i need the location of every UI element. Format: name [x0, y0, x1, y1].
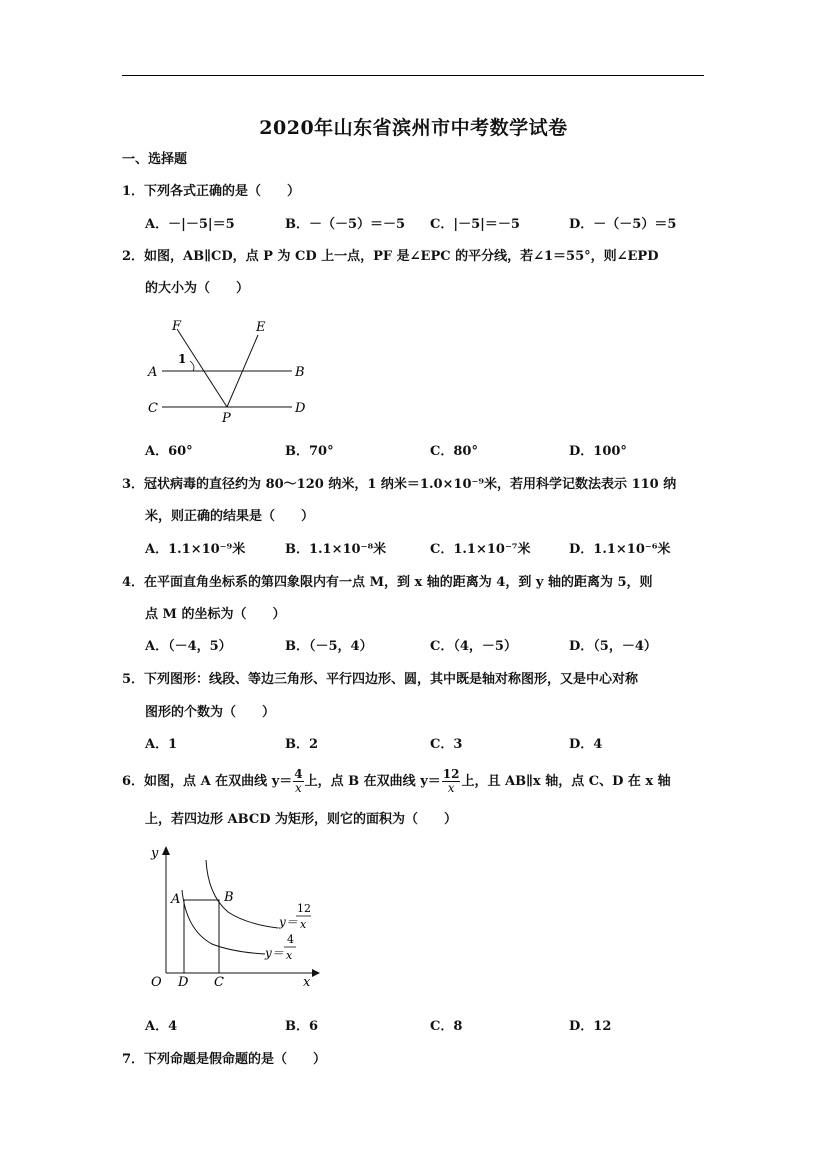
q6-text-part-c: 上，且 AB∥x 轴，点 C、D 在 x 轴: [461, 774, 671, 789]
question-3-stem-line1: 3．冠状病毒的直径约为 80～120 纳米，1 纳米＝1.0×10⁻⁹米，若用科学记数法表示 110 纳: [122, 477, 677, 492]
q3-option-c: C．1.1×10⁻⁷米: [430, 542, 531, 557]
q3-option-d: D．1.1×10⁻⁶米: [569, 542, 671, 557]
question-6-stem-line2: 上，若四边形 ABCD 为矩形，则它的面积为（ ）: [145, 812, 457, 827]
y-axis-arrow: [162, 846, 170, 855]
label-point-d: D: [178, 975, 189, 990]
section-heading: 一、选择题: [122, 152, 188, 167]
q5-option-d: D．4: [569, 737, 603, 752]
curve1-label-numerator: 12: [297, 902, 311, 915]
label-point-a: A: [171, 892, 181, 907]
q1-option-b: B．－（－5）＝－5: [285, 217, 406, 232]
ray-pf: [177, 329, 227, 407]
q1-option-d: D．－（－5）＝5: [569, 217, 677, 232]
q5-option-b: B．2: [285, 737, 319, 752]
q1-option-a: A．－|－5|＝5: [145, 217, 235, 232]
curve2-label-numerator: 4: [287, 933, 294, 946]
q6-text-part-b: 上，点 B 在双曲线 y＝: [304, 774, 441, 789]
q3-option-b: B．1.1×10⁻⁸米: [285, 542, 387, 557]
angle-1-arc: [190, 361, 194, 371]
q6-fraction2-denominator: x: [447, 781, 455, 795]
curve1-label-denominator: x: [300, 918, 307, 931]
q4-option-a: A．（－4，5）: [145, 639, 232, 654]
curve-12-over-x: [206, 860, 278, 928]
label-a: A: [148, 365, 158, 380]
question-5-stem-line2: 图形的个数为（ ）: [145, 705, 276, 720]
curve2-label-denominator: x: [286, 949, 293, 962]
question-7-stem: 7．下列命题是假命题的是（ ）: [122, 1052, 327, 1067]
q6-option-d: D．12: [569, 1019, 612, 1034]
question-4-stem-line2: 点 M 的坐标为（ ）: [145, 607, 286, 622]
curve2-label-prefix: y＝: [265, 946, 284, 960]
q6-option-c: C．8: [430, 1019, 463, 1034]
q5-option-a: A．1: [145, 737, 178, 752]
q2-parallel-lines-figure: [140, 312, 320, 428]
label-e: E: [256, 320, 266, 335]
q4-option-c: C．（4，－5）: [430, 639, 517, 654]
q1-option-c: C．|－5|＝－5: [430, 217, 520, 232]
q4-option-d: D．（5，－4）: [569, 639, 657, 654]
label-b: B: [295, 365, 305, 380]
q6-text-part-a: 6．如图，点 A 在双曲线 y＝: [122, 774, 293, 789]
q3-option-a: A．1.1×10⁻⁹米: [145, 542, 246, 557]
q6-option-b: B．6: [285, 1019, 319, 1034]
question-2-stem-line1: 2．如图，AB∥CD，点 P 为 CD 上一点，PF 是∠EPC 的平分线，若∠1＝55°，则∠EPD: [122, 249, 659, 264]
label-point-c: C: [214, 975, 224, 990]
q4-option-b: B．（－5，4）: [285, 639, 373, 654]
q5-option-c: C．3: [430, 737, 463, 752]
curve1-label-prefix: y＝: [279, 915, 298, 929]
question-4-stem-line1: 4．在平面直角坐标系的第四象限内有一点 M，到 x 轴的距离为 4，到 y 轴的距离为 5，则: [122, 575, 653, 590]
q6-fraction2-numerator: 12: [442, 767, 460, 781]
label-origin: O: [151, 975, 162, 990]
q6-fraction-4-over-x: [293, 768, 303, 795]
q2-option-b: B．70°: [285, 444, 334, 459]
question-3-stem-line2: 米，则正确的结果是（ ）: [145, 509, 315, 524]
label-d: D: [295, 401, 306, 416]
question-1-stem: 1．下列各式正确的是（ ）: [122, 184, 301, 199]
question-5-stem-line1: 5．下列图形：线段、等边三角形、平行四边形、圆，其中既是轴对称图形，又是中心对称: [122, 672, 639, 687]
label-angle-1: 1: [178, 352, 187, 366]
q6-hyperbola-figure: [140, 840, 340, 1000]
label-point-b: B: [224, 890, 234, 905]
question-6-stem-line1: [122, 764, 671, 800]
q2-option-a: A．60°: [145, 444, 193, 459]
page-title: 2020年山东省滨州市中考数学试卷: [259, 117, 568, 139]
q6-fraction1-numerator: 4: [294, 767, 303, 781]
label-y-axis: y: [151, 846, 159, 861]
x-axis-arrow: [312, 969, 320, 977]
q2-option-d: D．100°: [569, 444, 627, 459]
header-rule: [122, 75, 704, 76]
q2-option-c: C．80°: [430, 444, 478, 459]
q6-fraction-12-over-x: [442, 768, 461, 795]
label-f: F: [172, 319, 182, 334]
q6-fraction1-denominator: x: [295, 781, 302, 795]
question-2-stem-line2: 的大小为（ ）: [145, 281, 250, 296]
q6-option-a: A．4: [145, 1019, 178, 1034]
label-p: P: [222, 411, 231, 426]
label-c: C: [148, 401, 158, 416]
label-x-axis: x: [303, 975, 311, 990]
